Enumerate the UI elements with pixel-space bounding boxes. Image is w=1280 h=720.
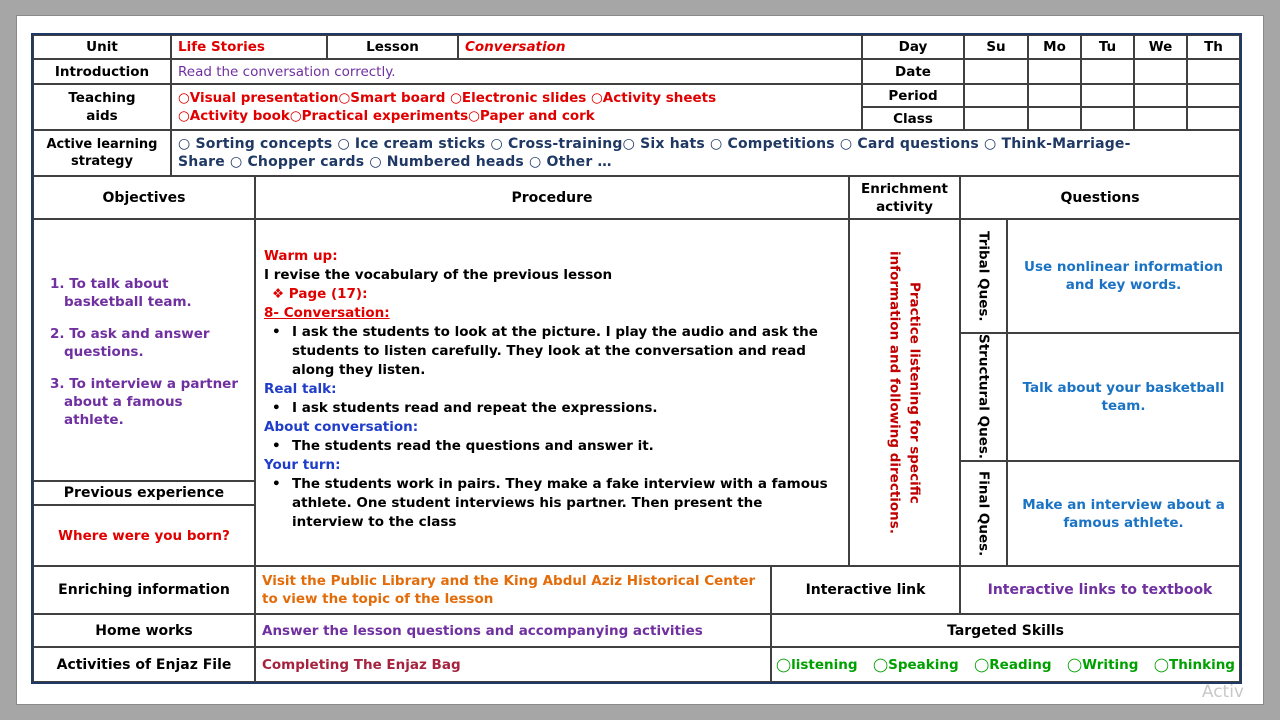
active-learning-line2: Share ○ Chopper cards ○ Numbered heads ○ Other … [178,154,612,170]
day-we: We [1134,35,1187,59]
period-cell-we [1134,84,1187,107]
date-label: Date [862,59,964,84]
class-cell-th [1187,107,1240,130]
teaching-aids-line2: ○Activity book○Practical experiments○Paper and cork [178,108,595,124]
warmup-text: I revise the vocabulary of the previous lesson [264,267,613,283]
enriching-info-value: Visit the Public Library and the King Abdul Aziz Historical Center to view the topic of the lesson [255,566,771,614]
introduction-label: Introduction [33,59,171,84]
period-cell-th [1187,84,1240,107]
procedure-cell [255,219,849,566]
activation-watermark: Activ [1201,682,1244,702]
previous-experience-label: Previous experience [33,481,255,505]
structural-ques-label: Structural Ques. [975,334,992,460]
final-ques-label: Final Ques. [975,470,992,557]
tribal-ques-label: Tribal Ques. [975,230,992,322]
objectives-header: Objectives [33,176,255,219]
objective-1: 1. To talk about basketball team. [50,276,192,310]
lesson-plan-table [31,33,1242,684]
lesson-value: Conversation [458,35,862,59]
targeted-skills-label: Targeted Skills [771,614,1240,647]
enjaz-value: Completing The Enjaz Bag [255,647,771,682]
homework-label: Home works [33,614,255,647]
period-cell-su [964,84,1028,107]
class-cell-su [964,107,1028,130]
enjaz-label: Activities of Enjaz File [33,647,255,682]
procedure-header: Procedure [255,176,849,219]
about-conversation-title: About conversation: [264,419,419,435]
enrichment-header: Enrichment activity [849,176,960,219]
warmup-title: Warm up: [264,248,338,264]
objective-2: 2. To ask and answer questions. [50,326,210,360]
day-mo: Mo [1028,35,1081,59]
period-cell-tu [1081,84,1134,107]
real-talk-bullet: • I ask students read and repeat the expressions. [272,400,658,416]
lesson-label: Lesson [327,35,458,59]
your-turn-title: Your turn: [264,457,341,473]
introduction-value: Read the conversation correctly. [171,59,862,84]
class-label: Class [862,107,964,130]
skill-reading[interactable]: ◯Reading [974,656,1052,673]
date-cell-mo [1028,59,1081,84]
page-reference: ❖ Page (17): [272,286,368,302]
day-label: Day [862,35,964,59]
date-cell-tu [1081,59,1134,84]
objectives-cell [33,219,255,481]
tribal-ques-text: Use nonlinear information and key words. [1007,219,1240,333]
unit-value: Life Stories [171,35,327,59]
homework-value: Answer the lesson questions and accompanying activities [255,614,771,647]
active-learning-value [171,130,1240,176]
skill-speaking[interactable]: ◯Speaking [873,656,959,673]
teaching-aids-value [171,84,862,130]
class-cell-mo [1028,107,1081,130]
interactive-link-value[interactable]: Interactive links to textbook [960,566,1240,614]
active-learning-label: Active learning strategy [33,130,171,176]
date-cell-th [1187,59,1240,84]
interactive-link-label: Interactive link [771,566,960,614]
conversation-bullet: • I ask the students to look at the picture. I play the audio and ask the students to listen carefully. They look at the conversation and read along they listen. [272,324,818,378]
your-turn-bullet: • The students work in pairs. They make a fake interview with a famous athlete. One student interviews his partner. Then present the interview to the class [272,476,828,530]
skill-listening[interactable]: ◯listening [776,656,858,673]
enrichment-text: Practice listening for specific information and following directions. [886,251,923,534]
real-talk-title: Real talk: [264,381,337,397]
skill-thinking[interactable]: ◯Thinking [1153,656,1235,673]
objective-3: 3. To interview a partner about a famous athlete. [50,376,238,428]
about-conversation-bullet: • The students read the questions and answer it. [272,438,654,454]
questions-header: Questions [960,176,1240,219]
structural-ques-text: Talk about your basketball team. [1007,333,1240,461]
targeted-skills-list [771,647,1240,682]
conversation-title: 8- Conversation: [264,305,390,321]
date-cell-su [964,59,1028,84]
skill-writing[interactable]: ◯Writing [1067,656,1139,673]
final-ques-label-cell [960,461,1007,566]
class-cell-we [1134,107,1187,130]
class-cell-tu [1081,107,1134,130]
day-th: Th [1187,35,1240,59]
enrichment-cell [849,219,960,566]
period-cell-mo [1028,84,1081,107]
day-tu: Tu [1081,35,1134,59]
structural-ques-label-cell [960,333,1007,461]
tribal-ques-label-cell [960,219,1007,333]
teaching-aids-line1: ○Visual presentation○Smart board ○Electronic slides ○Activity sheets [178,90,717,106]
date-cell-we [1134,59,1187,84]
previous-experience-value: Where were you born? [33,505,255,566]
period-label: Period [862,84,964,107]
active-learning-line1: ○ Sorting concepts ○ Ice cream sticks ○ Cross-training○ Six hats ○ Competitions ○ Card questions ○ Think-Marriage- [178,136,1131,152]
day-su: Su [964,35,1028,59]
teaching-aids-label: Teaching aids [33,84,171,130]
enriching-info-label: Enriching information [33,566,255,614]
final-ques-text: Make an interview about a famous athlete. [1007,461,1240,566]
unit-label: Unit [33,35,171,59]
